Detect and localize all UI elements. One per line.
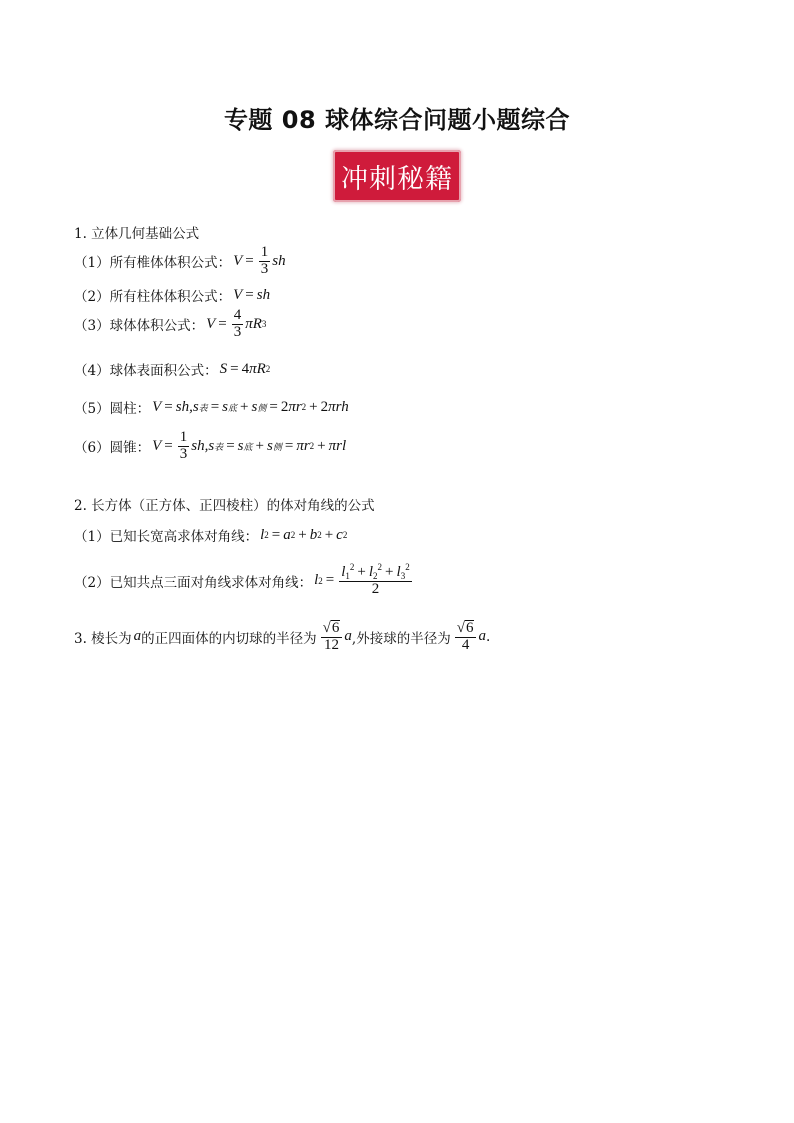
stamp-label: 冲刺秘籍 bbox=[341, 163, 453, 195]
formula-diagonal-lwh: （1）已知长宽高求体对角线： l 2 = a 2 + b 2 + c 2 bbox=[74, 526, 348, 545]
math-circumradius: √ 6 4 a bbox=[456, 620, 486, 653]
section-1-heading: 1. 立体几何基础公式 bbox=[74, 226, 200, 242]
math-diagonal-lwh: l 2 = a 2 + b 2 + c 2 bbox=[260, 526, 348, 543]
math-diagonal-faces: l 2 = $\frac{l_1^2 + l_2^2 + l_3^2}{2}$ bbox=[314, 562, 410, 598]
formula-cone-volume: （1）所有椎体体积公式： V = $\frac{1}{3}$ sh bbox=[74, 244, 286, 277]
formula-cylinder: （5）圆柱： V = sh,s 表 = s 底 + s 侧 = 2 πr 2 + 2 πrh bbox=[74, 398, 349, 417]
section-3-text: 3. 棱长为 a 的正四面体的内切球的半径为 √ 6 12 a ,外接球的半径为 √ 6 4 a . bbox=[74, 620, 491, 653]
math-prism-volume: V = sh bbox=[233, 286, 271, 303]
math-sphere-surface: S = 4 πR 2 bbox=[219, 360, 271, 377]
math-cone: V = $\frac{1}{3}$ sh,s 表 = s 底 + s 侧 = πr 2 + πrl bbox=[152, 429, 347, 462]
section-2-heading: 2. 长方体（正方体、正四棱柱）的体对角线的公式 bbox=[74, 498, 375, 514]
page-title: 专题 08 球体综合问题小题综合 bbox=[223, 106, 571, 134]
math-cylinder: V = sh,s 表 = s 底 + s 侧 = 2 πr 2 + 2 πrh bbox=[152, 398, 349, 415]
formula-cone: （6）圆锥： V = $\frac{1}{3}$ sh,s 表 = s 底 + s 侧 = πr 2 + πrl bbox=[74, 429, 347, 462]
stamp-badge bbox=[333, 150, 461, 202]
formula-prism-volume: （2）所有柱体体积公式： V = sh bbox=[74, 286, 271, 305]
math-sphere-volume: V = $\frac{4}{3}$ πR 3 bbox=[206, 307, 267, 340]
formula-sphere-volume: （3）球体体积公式： V = $\frac{4}{3}$ πR 3 bbox=[74, 307, 267, 340]
formula-sphere-surface: （4）球体表面积公式： S = 4 πR 2 bbox=[74, 360, 271, 379]
formula-diagonal-faces: （2）已知共点三面对角线求体对角线： l 2 = $\frac{l_1^2 + l_2^2 + l_3^2}{2}$ bbox=[74, 563, 414, 598]
math-inradius: √ 6 12 a bbox=[322, 620, 352, 653]
math-edge-a: a bbox=[133, 628, 142, 645]
math-cone-volume: V = $\frac{1}{3}$ sh bbox=[233, 244, 286, 277]
